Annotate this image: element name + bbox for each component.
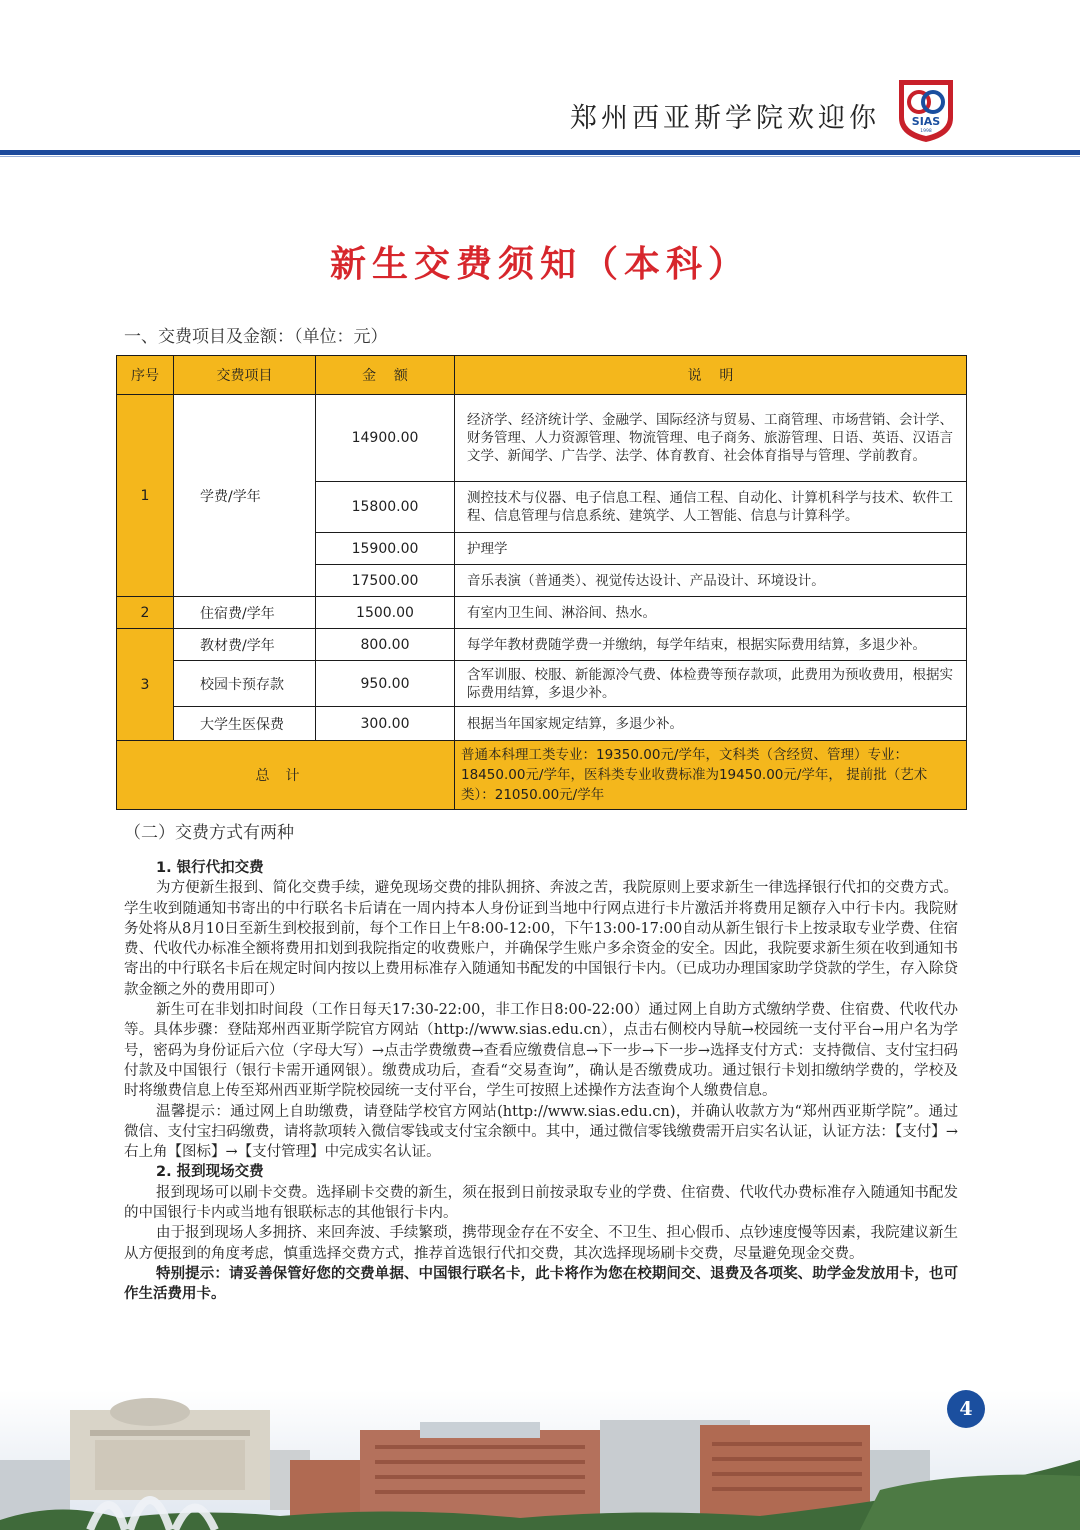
special-notice: 特别提示：请妥善保管好您的交费单据、中国银行联名卡，此卡将作为您在校期间交、退费及各项奖、助学金发放用卡，也可作生活费用卡。: [124, 1264, 958, 1303]
paragraph: 新生可在非划扣时间段（工作日每天17:30-22:00，非工作日8:00-22:00）通过网上自助方式缴纳学费、住宿费、代收代办等。具体步骤：登陆郑州西亚斯学院官方网站（http://www.sias.edu.cn），点击右侧校内导航→校园统一支付平台→用户名为学号，密码为身份证后六位（字母大写）→点击学费缴费→查看应缴费信息→下一步→下一步→选择支付方式：支持微信、支付宝扫码付款及中国银行（银行卡需开通网银）。缴费成功后，查看“交易查询”，确认是否缴费成功。通过银行卡划扣缴纳学费的，学校及时将缴费信息上传至郑州西亚斯学院校园统一支付平台，学生可按照上述操作方法查询个人缴费信息。: [124, 1002, 958, 1100]
header-rule: [0, 150, 1080, 155]
row-desc: 护理学: [455, 533, 967, 565]
header-desc: 说 明: [455, 356, 967, 395]
row-amount: 300.00: [316, 707, 455, 741]
table-row: [117, 395, 967, 482]
header-no: 序号: [117, 356, 174, 395]
row-item: 大学生医保费: [174, 707, 316, 741]
paragraph: 报到现场可以刷卡交费。选择刷卡交费的新生，须在报到日前按录取专业的学费、住宿费、代收代办费标准存入随通知书配发的中国银行卡内或当地有银联标志的其他银行卡内。: [124, 1184, 958, 1222]
document-title: 新生交费须知（本科）: [329, 243, 750, 285]
row-desc: 每学年教材费随学费一并缴纳，每学年结束，根据实际费用结算，多退少补。: [455, 629, 967, 661]
row-amount: 15800.00: [316, 482, 455, 533]
row-item: 住宿费/学年: [174, 597, 316, 629]
header-title: 郑州西亚斯学院欢迎你: [570, 103, 880, 134]
page-header: [0, 0, 1080, 158]
table-row: [117, 661, 967, 707]
row-amount: 14900.00: [316, 395, 455, 482]
subheading-onsite-payment: 2. 报到现场交费: [156, 1164, 264, 1181]
paragraph: 温馨提示：通过网上自助缴费，请登陆学校官方网站(http://www.sias.edu.cn)，并确认收款方为“郑州西亚斯学院”。通过微信、支付宝扫码缴费，请将款项转入微信零钱或支付宝余额中。其中，通过微信零钱缴费需开启实名认证，认证方法：【支付】→右上角【图标】→【支付管理】中完成实名认证。: [124, 1103, 958, 1161]
row-desc: 测控技术与仪器、电子信息工程、通信工程、自动化、计算机科学与技术、软件工程、信息管理与信息系统、建筑学、人工智能、信息与计算科学。: [455, 482, 967, 533]
section-1-heading: 一、交费项目及金额：（单位：元）: [124, 327, 388, 347]
row-amount: 950.00: [316, 661, 455, 707]
total-desc: 普通本科理工类专业：19350.00元/学年，文科类（含经贸、管理）专业：18450.00元/学年，医科类专业收费标准为19450.00元/学年， 提前批（艺术类）：21050.00元/学年: [455, 741, 967, 810]
row-no: 1: [117, 395, 174, 597]
row-no: 2: [117, 597, 174, 629]
paragraph: 由于报到现场人多拥挤、来回奔波、手续繁琐，携带现金存在不安全、不卫生、担心假币、点钞速度慢等因素，我院建议新生从方便报到的角度考虑，慎重选择交费方式，推荐首选银行代扣交费，其次选择现场刷卡交费，尽量避免现金交费。: [124, 1225, 958, 1262]
row-desc: 音乐表演（普通类）、视觉传达设计、产品设计、环境设计。: [455, 565, 967, 597]
table-row: [117, 707, 967, 741]
page-number-badge: 4: [947, 1390, 985, 1428]
paragraph: 为方便新生报到、简化交费手续，避免现场交费的排队拥挤、奔波之苦，我院原则上要求新生一律选择银行代扣的交费方式。学生收到随通知书寄出的中行联名卡后请在一周内持本人身份证到当地中行网点进行卡片激活并将费用足额存入中行卡内。我院财务处将从8月10日至新生到校报到前，每个工作日上午8:00-12:00，下午13:00-17:00自动从新生银行卡上按录取专业学费、住宿费、代收代办标准全额将费用扣划到我院指定的收费账户，并确保学生账户多余资金的安全。因此，我院要求新生须在收到通知书寄出的中行联名卡后在规定时间内按以上费用标准存入随通知书配发的中国银行卡内。（已成功办理国家助学贷款的学生，存入除贷款金额之外的费用即可）: [124, 880, 958, 998]
campus-photo: [0, 1390, 1080, 1530]
table-row: [117, 629, 967, 661]
logo-year: 1998: [920, 129, 932, 134]
table-row: [117, 597, 967, 629]
row-no: 3: [117, 629, 174, 741]
logo-text: SIAS: [911, 115, 941, 128]
payment-instructions: [124, 858, 958, 1305]
row-desc: 有室内卫生间、淋浴间、热水。: [455, 597, 967, 629]
section-2-heading: （二）交费方式有两种: [124, 823, 294, 843]
table-total-row: [117, 741, 967, 810]
subheading-bank-debit: 1. 银行代扣交费: [156, 860, 264, 876]
row-desc: 根据当年国家规定结算，多退少补。: [455, 707, 967, 741]
row-item: 校园卡预存款: [174, 661, 316, 707]
header-item: 交费项目: [174, 356, 316, 395]
row-amount: 17500.00: [316, 565, 455, 597]
row-item: 教材费/学年: [174, 629, 316, 661]
table-header-row: [117, 356, 967, 395]
fee-table: [116, 355, 967, 810]
header-rule-thin: [0, 156, 1080, 157]
row-item: 学费/学年: [174, 395, 316, 597]
sias-logo-icon: [896, 78, 956, 144]
row-amount: 1500.00: [316, 597, 455, 629]
total-label: 总计: [117, 741, 455, 810]
row-amount: 15900.00: [316, 533, 455, 565]
row-desc: 经济学、经济统计学、金融学、国际经济与贸易、工商管理、市场营销、会计学、财务管理、人力资源管理、物流管理、电子商务、旅游管理、日语、英语、汉语言文学、新闻学、广告学、法学、体育教育、社会体育指导与管理、学前教育。: [455, 395, 967, 482]
row-amount: 800.00: [316, 629, 455, 661]
row-desc: 含军训服、校服、新能源冷气费、体检费等预存款项，此费用为预收费用，根据实际费用结算，多退少补。: [455, 661, 967, 707]
header-amount: 金 额: [316, 356, 455, 395]
